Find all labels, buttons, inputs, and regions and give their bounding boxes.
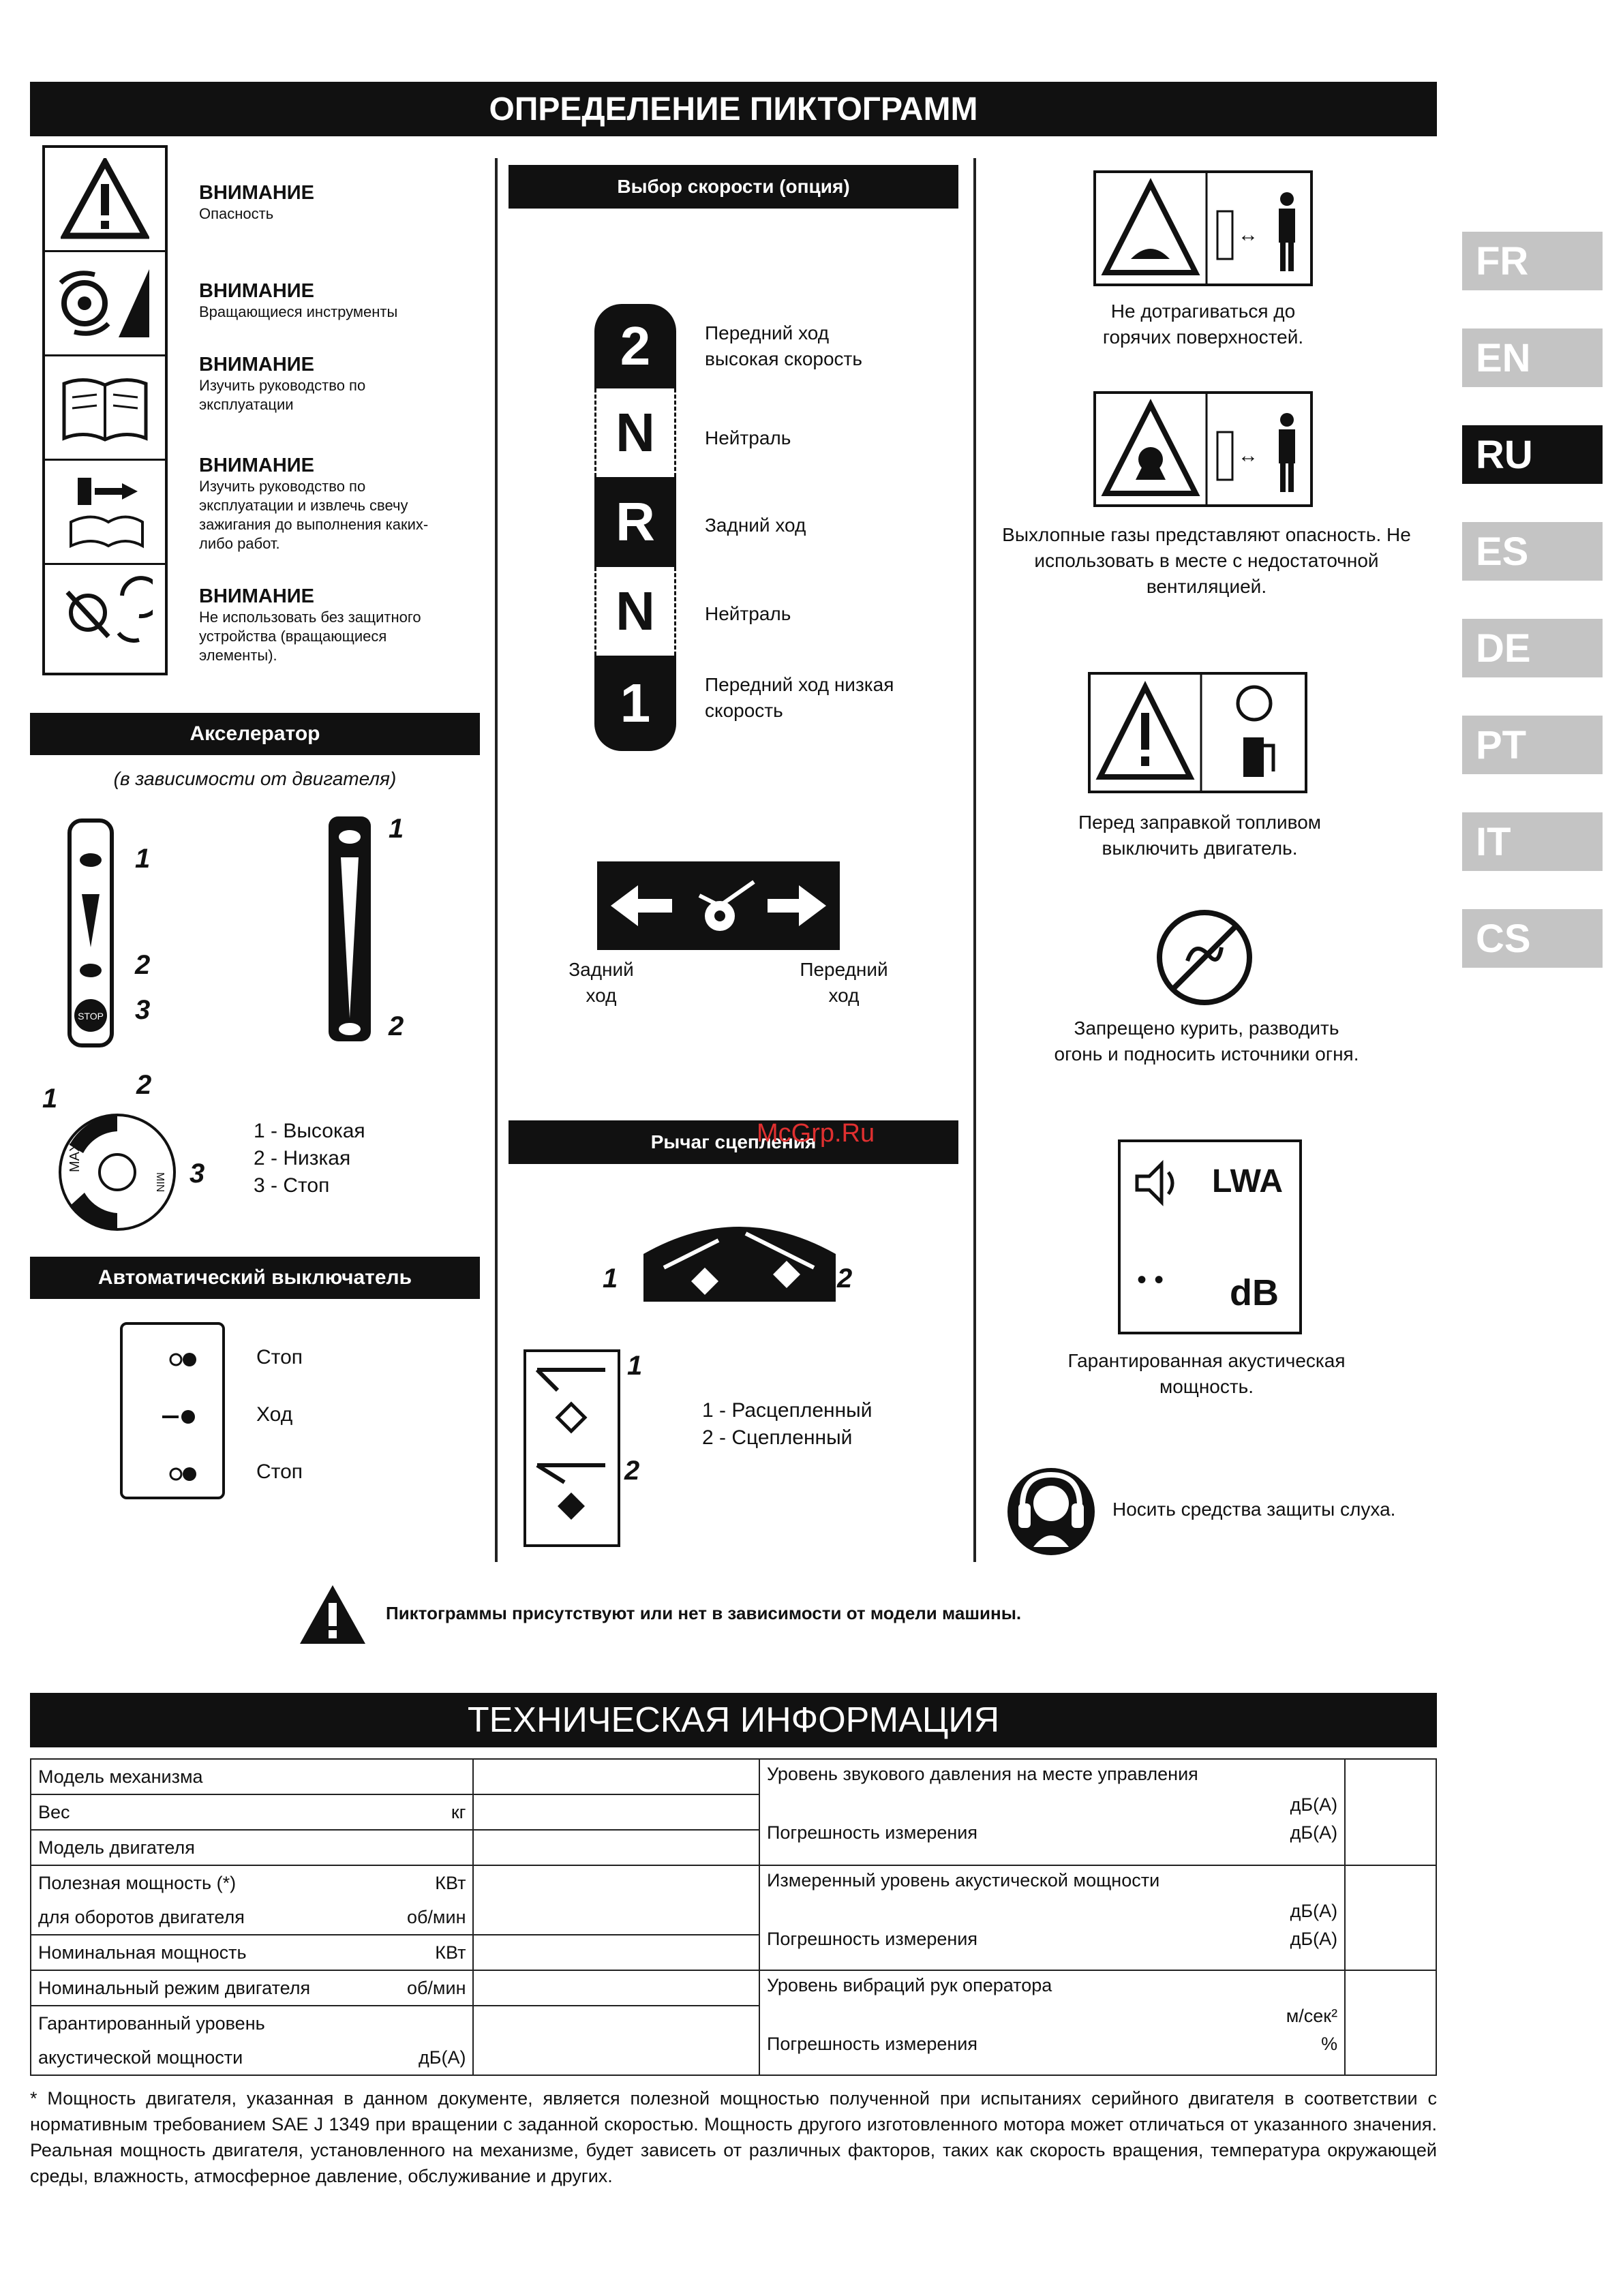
- switch-label-run: Ход: [256, 1403, 293, 1426]
- lang-tab-en[interactable]: EN: [1462, 328, 1603, 387]
- caption-exhaust: Выхлопные газы представляют опасность. Не использовать в месте с недостаточной вентиляцией.: [1002, 524, 1411, 597]
- value-cell: [1345, 1759, 1436, 1865]
- tech-title-bar: [30, 1693, 1437, 1747]
- db-label: dB: [1230, 1272, 1279, 1313]
- accel-long-mark-2: 2: [389, 1011, 404, 1041]
- speaker-icon: [1130, 1156, 1185, 1210]
- spark-plug-manual-icon: [57, 471, 153, 553]
- throttle-lever-long-icon: [326, 814, 374, 1045]
- gear-2: 2: [594, 304, 676, 388]
- auto-switch-header: Автоматический выключатель: [30, 1257, 480, 1299]
- lwa-label: LWA: [1212, 1163, 1283, 1199]
- lang-tab-pt[interactable]: PT: [1462, 716, 1603, 774]
- warning-icon-cell: [45, 252, 165, 356]
- warning-triangle-icon: [297, 1582, 368, 1647]
- warning-icon-cell: [45, 565, 165, 667]
- sound-power-icon: [1118, 1139, 1302, 1334]
- table-row: Номинальный режим двигателя об/мин Уровень вибраций рук оператора м/сек² Погрешность измерения %: [31, 1970, 1436, 2006]
- refuel-stop-engine-icon: [1088, 672, 1307, 793]
- accel-mark-1: 1: [135, 844, 151, 874]
- watermark: McGrp.Ru: [757, 1119, 875, 1148]
- clutch-header: Рычаг сцепления: [509, 1120, 958, 1164]
- clutch-pos-mark-1: 1: [627, 1351, 643, 1381]
- lang-tab-cs[interactable]: CS: [1462, 909, 1603, 968]
- dial-mark-1: 1: [42, 1084, 58, 1114]
- gear-r: R: [594, 477, 676, 567]
- danger-triangle-icon: [61, 158, 149, 240]
- lang-tab-es[interactable]: ES: [1462, 522, 1603, 581]
- svg-text:↔: ↔: [1238, 224, 1258, 246]
- speed-header: Выбор скорости (опция): [509, 165, 958, 209]
- page-title: ОПРЕДЕЛЕНИЕ ПИКТОГРАММ: [489, 91, 978, 127]
- svg-text:↔: ↔: [1238, 444, 1258, 467]
- value-cell: [1345, 1865, 1436, 1970]
- clutch-handle-icon: [637, 1199, 843, 1302]
- gear-n-upper: N: [594, 388, 676, 477]
- value-cell: [473, 1935, 759, 1970]
- value-cell: [473, 1970, 759, 2006]
- column-divider-2: [973, 158, 976, 1562]
- warning-icons-box: [42, 145, 168, 675]
- footnote: * Мощность двигателя, указанная в данном документе, является полезной мощностью полученной при испытаниях серийного двигателя в соответствии с нормативным требованием SAE J 1349 при вращении с заданной скоростью. Мощность другого изготовленного мотора может отличаться от указанного значения. Реальная мощность двигателя, установленного на механизме, будет зависеть от различных факторов, таких как скорость вращения, температура окружающей среды, влажность, атмосферное давление, обслуживание и других.: [30, 2088, 1437, 2186]
- notice-text: Пиктограммы присутствуют или нет в зависимости от модели машины.: [386, 1603, 1022, 1623]
- dial-min-label: MIN: [154, 1172, 166, 1193]
- switch-stop-icon: [166, 1464, 200, 1484]
- tech-title: ТЕХНИЧЕСКАЯ ИНФОРМАЦИЯ: [467, 1700, 1000, 1740]
- warning-icon-cell: [45, 356, 165, 461]
- table-row: Вес кг: [31, 1794, 1436, 1830]
- value-cell: [473, 1759, 759, 1794]
- reverse-label: Задний ход: [568, 959, 634, 1006]
- dial-mark-3: 3: [189, 1159, 205, 1189]
- clutch-legend: 1 - Расцепленный 2 - Сцепленный: [702, 1399, 873, 1449]
- gear-1: 1: [594, 656, 676, 751]
- switch-run-icon: [158, 1407, 199, 1427]
- throttle-lever-icon: [67, 818, 115, 1050]
- table-row: Номинальная мощность КВт: [31, 1935, 1436, 1970]
- forward-label: Передний ход: [800, 959, 888, 1006]
- manual-book-icon: [57, 370, 153, 445]
- page-title-bar: [30, 82, 1437, 136]
- gear-label-r: Задний ход: [705, 515, 806, 536]
- caption-hot-surface: Не дотрагиваться до горячих поверхностей.: [1102, 301, 1304, 348]
- warning-text-5: ВНИМАНИЕ Не использовать без защитного устройства (вращающиеся элементы).: [199, 585, 421, 664]
- caption-sound-power: Гарантированная акустическая мощность.: [1067, 1350, 1346, 1397]
- no-smoking-icon: [1153, 906, 1256, 1009]
- throttle-dial-icon: [49, 1104, 185, 1240]
- caption-ear-protection: Носить средства защиты слуха.: [1112, 1499, 1396, 1520]
- value-cell: [473, 2006, 759, 2075]
- switch-label-stop: Стоп: [256, 1346, 303, 1368]
- caption-refuel: Перед заправкой топливом выключить двигатель.: [1078, 812, 1322, 859]
- gear-label-1: Передний ход низкая скорость: [705, 674, 894, 721]
- switch-label-stop2: Стоп: [256, 1460, 303, 1483]
- lang-tab-it[interactable]: IT: [1462, 812, 1603, 871]
- table-row: Гарантированный уровень: [31, 2006, 1436, 2040]
- warning-icon-cell: [45, 461, 165, 565]
- value-cell: [473, 1830, 759, 1865]
- tech-table: [30, 1758, 1437, 2076]
- warning-text-4: ВНИМАНИЕ Изучить руководство по эксплуатации и извлечь свечу зажигания до выполнения каких-либо работ.: [199, 455, 429, 552]
- dial-max-label: MAX: [67, 1142, 82, 1172]
- gear-label-n1: Нейтраль: [705, 427, 791, 448]
- accel-mark-2: 2: [135, 950, 151, 980]
- hot-surface-icon: [1093, 170, 1313, 286]
- clutch-mark-1: 1: [603, 1264, 618, 1294]
- accelerator-header: Акселератор: [30, 713, 480, 755]
- gear-n-lower: N: [594, 567, 676, 656]
- clutch-positions-icon: [524, 1349, 620, 1547]
- value-cell: [473, 1794, 759, 1830]
- warning-text-2: ВНИМАНИЕ Вращающиеся инструменты: [199, 280, 398, 320]
- table-row: для оборотов двигателя об/мин: [31, 1900, 1436, 1935]
- warning-text-1: ВНИМАНИЕ Опасность: [199, 182, 314, 222]
- accelerator-subtitle: (в зависимости от двигателя): [113, 768, 397, 789]
- stop-label: STOP: [78, 1011, 104, 1022]
- value-cell: [1345, 1970, 1436, 2075]
- exhaust-gas-icon: [1093, 391, 1313, 507]
- lang-tab-ru[interactable]: RU: [1462, 425, 1603, 484]
- gear-label-n2: Нейтраль: [705, 603, 791, 624]
- dial-mark-2: 2: [136, 1070, 152, 1100]
- accel-mark-3: 3: [135, 995, 151, 1025]
- clutch-mark-2: 2: [837, 1264, 853, 1294]
- table-row: Модель двигателя: [31, 1830, 1436, 1865]
- warning-text-3: ВНИМАНИЕ Изучить руководство по эксплуатации: [199, 354, 366, 413]
- switch-stop-icon: [166, 1349, 200, 1370]
- caption-no-smoking: Запрещено курить, разводить огонь и подносить источники огня.: [1054, 1017, 1359, 1065]
- lang-tab-fr[interactable]: FR: [1462, 232, 1603, 290]
- gear-selector: [594, 304, 676, 751]
- no-guard-rotating-icon: [57, 575, 153, 657]
- table-row: акустической мощности дБ(А): [31, 2040, 1436, 2075]
- rotating-blades-icon: [54, 262, 156, 344]
- ear-protection-icon: [1003, 1465, 1099, 1558]
- table-row: Полезная мощность (*) КВт Измеренный уровень акустической мощности дБ(А) Погрешность измерения дБ(А): [31, 1865, 1436, 1900]
- dot-dot: • •: [1137, 1265, 1164, 1295]
- clutch-pos-mark-2: 2: [624, 1456, 640, 1486]
- column-divider-1: [495, 158, 498, 1562]
- gear-label-2: Передний ход высокая скорость: [705, 322, 862, 369]
- table-row: Модель механизма Уровень звукового давления на месте управления дБ(А) Погрешность измерения дБ(А): [31, 1759, 1436, 1794]
- warning-icon-cell: [45, 148, 165, 252]
- lang-tab-de[interactable]: DE: [1462, 619, 1603, 677]
- accel-long-mark-1: 1: [389, 814, 404, 844]
- value-cell: [473, 1865, 759, 1935]
- accelerator-legend: 1 - Высокая 2 - Низкая 3 - Стоп: [254, 1120, 365, 1197]
- direction-arrows-icon: [597, 861, 840, 950]
